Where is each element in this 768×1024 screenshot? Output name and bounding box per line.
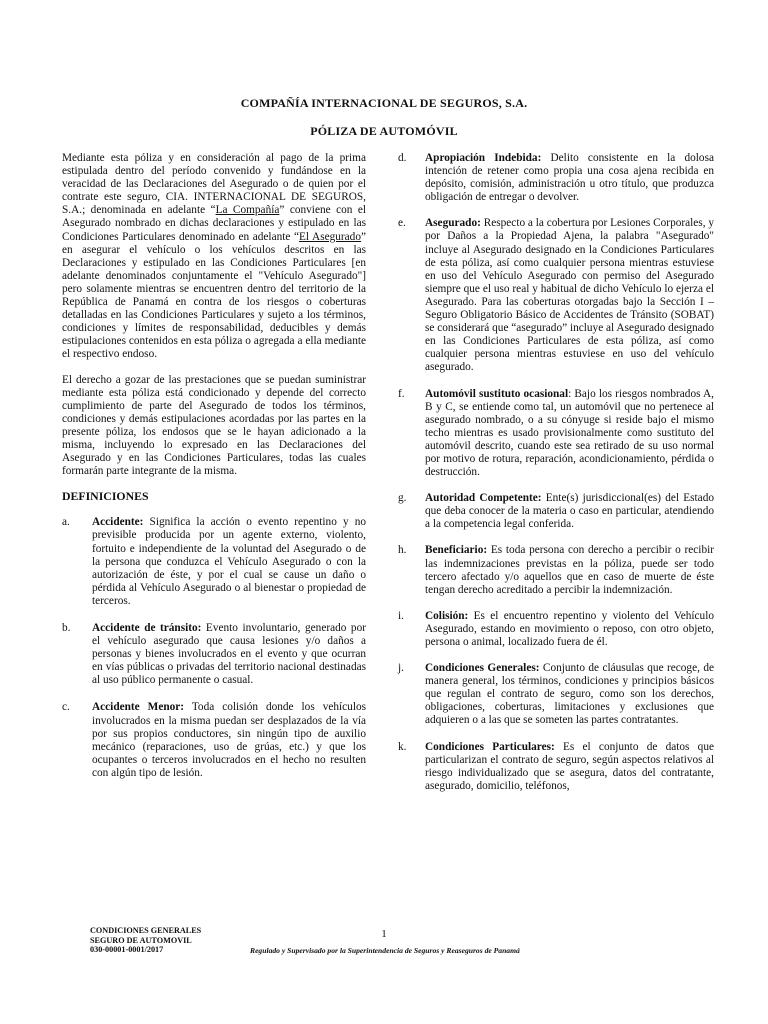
company-title: COMPAÑÍA INTERNACIONAL DE SEGUROS, S.A. xyxy=(240,96,528,110)
intro-text-part-1: Mediante esta póliza y en consideración al pago de la prima estipulada dentro del período convenido y fundándose en la veracidad de las Declaraciones del Asegurado o de quien por el contrate este seguro, CIA. INTERNACIONAL DE SEGUROS, S.A.; denominada en adelante “ xyxy=(62,152,366,217)
definition-item xyxy=(398,388,714,480)
definition-item xyxy=(398,741,714,793)
definition-term: Asegurado: xyxy=(425,217,481,230)
footer-line-3: 030-00001-0001/2017 xyxy=(90,945,164,955)
definition-letter: g. xyxy=(398,492,407,505)
definition-text: : Bajo los riesgos nombrados A, B y C, se entiende como tal, un automóvil que no pertenece al asegurado nombrado, o a su cónyuge si reside bajo el mismo techo mientras es usado provisionalmente como sustituto del automóvil descrito, cuando este sea retirado de su uso normal por motivo de rotura, reparación, acondicionamiento, pérdida o destrucción. xyxy=(425,387,714,479)
definition-letter: h. xyxy=(398,544,407,557)
definition-item xyxy=(398,152,714,204)
definition-text: Es el encuentro repentino y violento del Vehículo Asegurado, estando en movimiento o reposo, con otro objeto, persona o animal, localizado fuera de él. xyxy=(425,609,714,648)
definition-letter: j. xyxy=(398,662,404,675)
definitions-heading: DEFINICIONES xyxy=(62,489,149,504)
definition-term: Automóvil sustituto ocasional xyxy=(425,387,569,400)
definition-text: Es el conjunto de datos que particularizan el contrato de seguro, según aspectos relativos al riesgo individualizado que se asegura, datos del contratante, asegurado, domicilio, teléfonos, xyxy=(425,740,714,792)
definition-text: Significa la acción o evento repentino y no previsible producida por un agente externo, violento, fortuito e independiente de la voluntad del Asegurado o de la persona que conduzca el Vehículo Asegurado o con la autorización de éste, y por el cual se cause un daño o pérdida al Vehículo Asegurado o al bienestar o propiedad de terceros. xyxy=(92,516,366,607)
definition-letter: b. xyxy=(62,622,71,634)
intro-paragraph-2: El derecho a gozar de las prestaciones que se puedan suministrar mediante esta póliza está condicionado y depende del correcto cumplimiento de parte del Asegurado de todos los términos, condiciones y demás estipulaciones acordadas por las partes en la presente póliza, los endosos que se le hayan adicionado a la misma, incluyendo lo expresado en las Declaraciones del Asegurado y en las Condiciones Particulares, todas las cuales formarán parte integrante de la misma. xyxy=(62,373,366,478)
definition-term: Condiciones Generales: xyxy=(425,662,540,675)
insured-alias: El Asegurado xyxy=(299,230,361,243)
definition-text: Respecto a la cobertura por Lesiones Corporales, y por Daños a la Propiedad Ajena, la palabra "Asegurado" incluye al Asegurado designado en la Condiciones Particulares de esta póliza, así como cualquier persona mientras estuviese en uso del Vehículo Asegurado con permiso del Asegurado siempre que el uso real y habitual de dicho Vehículo lo ejerza el Asegurado. Para las coberturas otorgadas bajo la Sección I – Seguro Obligatorio Básico de Accidentes de Tránsito (SOBAT) se considerará que “asegurado” incluye al Asegurado designado en las Condiciones Particulares de esta póliza, así como cualquier persona mientras estuviese en uso del vehículo asegurado. xyxy=(425,217,714,374)
right-column xyxy=(398,152,714,806)
definition-letter: e. xyxy=(398,217,406,230)
definition-text: Es toda persona con derecho a percibir o recibir las indemnizaciones previstas en la póliza, puede ser todo tercero afectado y/o aquellos que en caso de muerte de éste tengan derecho acreditado a percibir la indemnización. xyxy=(425,544,714,596)
definition-letter: c. xyxy=(62,701,70,714)
definition-item xyxy=(62,701,366,780)
left-column xyxy=(62,152,366,794)
intro-paragraph-1 xyxy=(62,152,366,362)
definition-item xyxy=(62,516,366,608)
definition-text: Ente(s) jurisdiccional(es) del Estado que deba conocer de la materia o caso en particular, atendiendo a la competencia legal conferida. xyxy=(425,492,714,531)
definition-item xyxy=(398,610,714,649)
definition-letter: a. xyxy=(62,516,70,529)
definition-letter: f. xyxy=(398,387,405,400)
definition-item xyxy=(398,217,714,374)
definition-text: Toda colisión donde los vehículos involucrados en la misma puedan ser desplazados de la vía por sus propios conductores, sin ningún tipo de auxilio mecánico (reparaciones, uso de grúas, etc.) y que los ocupantes o terceros involucrados en el hecho no resulten con algún tipo de lesión. xyxy=(92,701,366,779)
definition-term: Accidente de tránsito: xyxy=(92,622,202,634)
intro-text-part-3: ” en asegurar el vehículo o los vehículos descritos en las Declaraciones y estipulado en las Condiciones Particulares [en adelante denominados conjuntamente el "Vehículo Asegurado"] pero solamente mientras se encuentren dentro del territorio de la República de Panamá en contra de los riesgos o coberturas detalladas en las Condiciones Particulares y sujeto a los términos, condiciones y límites de responsabilidad, deducibles y demás estipulaciones contenidos en esta póliza o agregada a ella mediante el respectivo endoso. xyxy=(62,230,366,361)
definition-term: Colisión: xyxy=(425,609,469,622)
regulation-note: Regulado y Supervisado por la Superintendencia de Seguros y Reaseguros de Panamá xyxy=(250,946,520,955)
document-title: PÓLIZA DE AUTOMÓVIL xyxy=(310,124,458,138)
definition-text: Evento involuntario, generado por el vehículo asegurado que causa lesiones y/o daños a personas y bienes involucrados en el evento y que ocurran en vías públicas o privadas del territorio nacional destinadas al uso público permanente o casual. xyxy=(92,622,366,687)
footer-line-2: SEGURO DE AUTOMOVIL xyxy=(90,935,192,945)
definition-item xyxy=(398,492,714,531)
footer-line-1: CONDICIONES GENERALES xyxy=(90,926,202,935)
definition-letter: d. xyxy=(398,152,407,164)
definition-term: Beneficiario: xyxy=(425,544,488,557)
definition-text: Delito consistente en la dolosa intención de retener como propia una cosa ajena recibida en depósito, comisión, administración u otro título, que produzca obligación de entregar o devolver. xyxy=(425,152,714,204)
company-alias: La Compañía xyxy=(215,204,280,217)
definition-term: Accidente: xyxy=(92,516,144,529)
definition-term: Accidente Menor: xyxy=(92,701,185,714)
definition-term: Autoridad Competente: xyxy=(425,492,542,505)
page-number: 1 xyxy=(381,928,387,940)
definition-item xyxy=(62,622,366,687)
definition-term: Condiciones Particulares: xyxy=(425,740,555,753)
definition-item xyxy=(398,544,714,596)
definition-item xyxy=(398,662,714,727)
definition-letter: i. xyxy=(398,609,404,622)
definition-text: Conjunto de cláusulas que recoge, de manera general, los términos, condiciones y principios básicos que regulan el contrato de seguro, como son los derechos, obligaciones, coberturas, limitaciones y exclusiones que adquieren o a las que se someten las partes contratantes. xyxy=(425,662,714,727)
intro-text-part-2: ” conviene con el Asegurado nombrado en dichas declaraciones y estipulado en las Condiciones Particulares denominado en adelante “ xyxy=(62,204,366,243)
definition-term: Apropiación Indebida: xyxy=(425,152,542,164)
definition-letter: k. xyxy=(398,740,407,753)
